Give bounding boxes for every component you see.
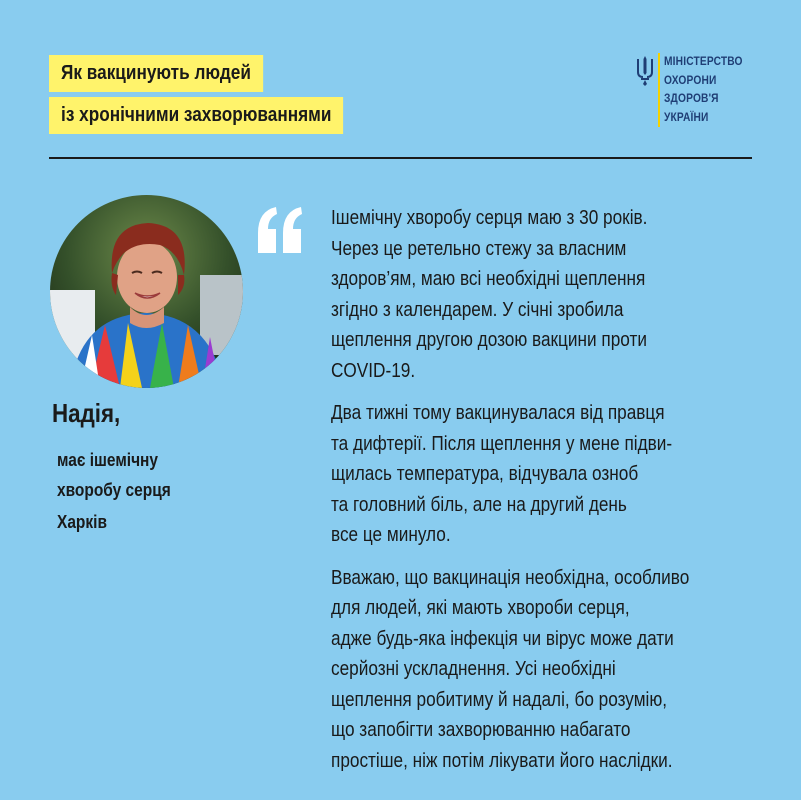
page-title-line-1: Як вакцинують людей — [49, 55, 263, 92]
portrait-photo — [50, 195, 243, 388]
condition-line: має ішемічну — [57, 450, 159, 470]
quote-paragraph — [331, 203, 689, 386]
ministry-logo — [636, 52, 766, 132]
quote-line: простіше, ніж потім лікувати його наслідки. — [331, 749, 673, 772]
ministry-name — [664, 52, 743, 126]
quote-line: що запобігти захворюванню набагато — [331, 719, 631, 741]
person-condition — [57, 445, 171, 505]
quote-mark-icon — [256, 205, 306, 255]
quote-line: щилась температура, відчувала озноб — [331, 463, 639, 485]
testimonial-quote — [331, 203, 689, 788]
quote-line: та головний біль, але на другий день — [331, 493, 627, 516]
quote-line: згідно з календарем. У січні зробила — [331, 298, 624, 321]
logo-line: УКРАЇНИ — [664, 109, 709, 124]
quote-line: Через це ретельно стежу за власним — [331, 237, 627, 260]
quote-line: здоров’ям, маю всі необхідні щеплення — [331, 268, 646, 290]
person-name: Надія, — [52, 398, 121, 428]
logo-line: МІНІСТЕРСТВО — [664, 54, 743, 68]
quote-line: та дифтерії. Після щеплення у мене підви- — [331, 432, 673, 455]
logo-line: ОХОРОНИ — [664, 72, 717, 87]
quote-line: Вважаю, що вакцинація необхідна, особливо — [331, 566, 690, 589]
quote-line: Ішемічну хворобу серця маю з 30 років. — [331, 207, 648, 229]
quote-line: для людей, які мають хвороби серця, — [331, 597, 630, 619]
quote-line: серйозні ускладнення. Усі необхідні — [331, 658, 616, 680]
trident-icon — [636, 56, 654, 86]
quote-line: адже будь-яка інфекція чи вірус може дати — [331, 627, 674, 650]
header-divider — [49, 157, 752, 159]
quote-line: все це минуло. — [331, 524, 451, 546]
page-title-line-2: із хронічними захворюваннями — [49, 97, 343, 134]
person-city: Харків — [57, 512, 107, 532]
condition-line: хворобу серця — [57, 480, 171, 500]
quote-paragraph — [331, 563, 689, 777]
quote-line: Два тижні тому вакцинувалася від правця — [331, 402, 665, 424]
quote-line: COVID-19. — [331, 359, 416, 382]
quote-line: щеплення робитиму й надалі, бо розумію, — [331, 688, 668, 711]
logo-divider — [658, 53, 660, 127]
quote-line: щеплення другою дозою вакцини проти — [331, 329, 647, 351]
logo-line: ЗДОРОВ'Я — [664, 91, 719, 105]
quote-paragraph — [331, 398, 689, 551]
